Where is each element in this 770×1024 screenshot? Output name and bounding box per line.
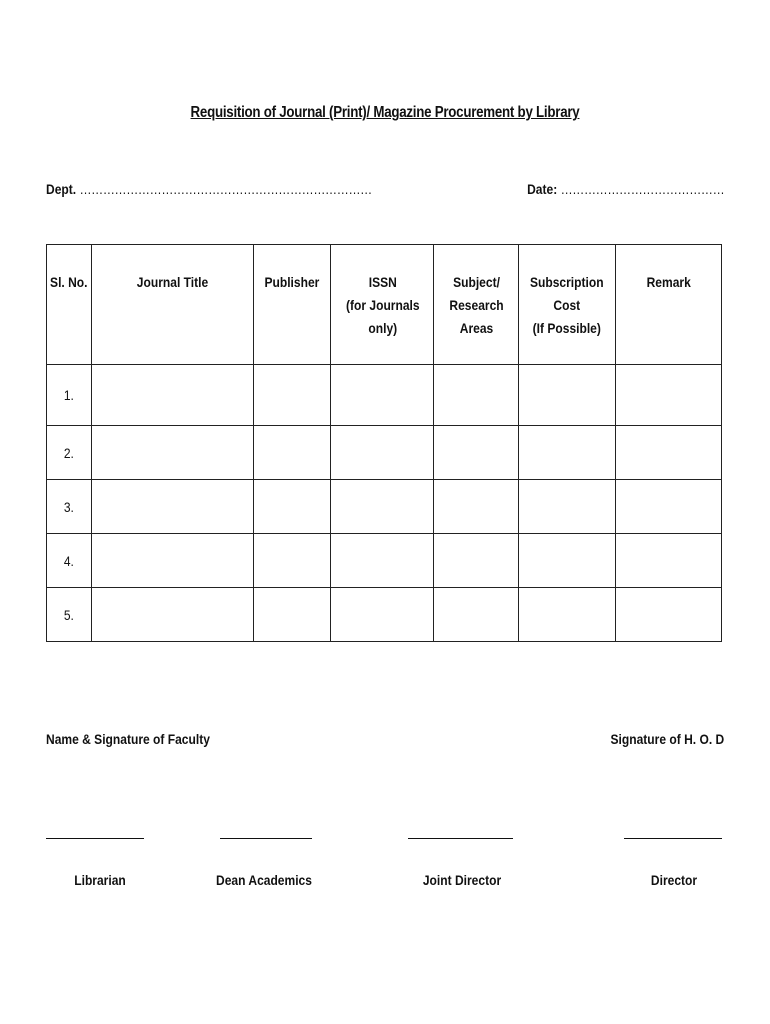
subject-cell[interactable]: [434, 588, 519, 642]
row-number: 4.: [63, 552, 74, 569]
issn-cell[interactable]: [331, 588, 434, 642]
issn-cell[interactable]: [331, 426, 434, 480]
row-number-cell: [47, 480, 92, 534]
table-row: [47, 588, 722, 642]
requisition-table: [46, 244, 722, 642]
header-journal-title-text: Journal Title: [136, 274, 208, 290]
header-subject-text: Subject/ Research Areas: [449, 274, 504, 336]
role-director: Director: [650, 872, 698, 888]
director-signature-line: [624, 838, 722, 839]
journal-title-cell[interactable]: [91, 426, 253, 480]
form-title: Requisition of Journal (Print)/ Magazine Procurement by Library: [190, 104, 580, 121]
header-remark-text: Remark: [646, 274, 691, 290]
role-joint-director: Joint Director: [422, 872, 502, 888]
journal-title-cell[interactable]: [91, 480, 253, 534]
subject-cell[interactable]: [434, 426, 519, 480]
joint-director-signature-line: [408, 838, 513, 839]
row-number-cell: [47, 534, 92, 588]
table-row: [47, 534, 722, 588]
header-publisher-text: Publisher: [264, 274, 320, 290]
cost-cell[interactable]: [519, 365, 616, 426]
dept-label: Dept.: [46, 181, 77, 197]
journal-title-cell[interactable]: [91, 534, 253, 588]
header-subscription-cost-text: Subscription Cost (If Possible): [530, 274, 604, 336]
journal-title-cell[interactable]: [91, 365, 253, 426]
publisher-cell[interactable]: [253, 426, 331, 480]
row-number-cell: [47, 588, 92, 642]
publisher-cell[interactable]: [253, 480, 331, 534]
row-number: 5.: [63, 606, 74, 623]
dept-field: [46, 181, 372, 197]
cost-cell[interactable]: [519, 480, 616, 534]
remark-cell[interactable]: [616, 534, 722, 588]
subject-cell[interactable]: [434, 480, 519, 534]
issn-cell[interactable]: [331, 365, 434, 426]
table-row: [47, 365, 722, 426]
remark-cell[interactable]: [616, 426, 722, 480]
remark-cell[interactable]: [616, 588, 722, 642]
header-journal-title: [91, 245, 253, 365]
librarian-signature-line: [46, 838, 144, 839]
subject-cell[interactable]: [434, 365, 519, 426]
header-sl-no: [47, 245, 92, 365]
row-number: 1.: [63, 387, 74, 403]
dept-blank: …………………………………………………………………: [79, 181, 372, 197]
header-subject: [434, 245, 519, 365]
row-number: 2.: [63, 444, 74, 461]
header-remark: [616, 245, 722, 365]
dean-signature-line: [220, 838, 312, 839]
row-number: 3.: [63, 498, 74, 515]
date-blank: ……………………………………: [560, 181, 724, 197]
publisher-cell[interactable]: [253, 365, 331, 426]
faculty-signature-label: Name & Signature of Faculty: [46, 731, 210, 747]
header-issn: [331, 245, 434, 365]
journal-title-cell[interactable]: [91, 588, 253, 642]
table-row: [47, 480, 722, 534]
header-subscription-cost: [519, 245, 616, 365]
publisher-cell[interactable]: [253, 588, 331, 642]
role-dean-academics: Dean Academics: [216, 872, 312, 888]
issn-cell[interactable]: [331, 534, 434, 588]
date-field: [527, 181, 724, 197]
header-issn-text: ISSN (for Journals only): [345, 274, 420, 336]
cost-cell[interactable]: [519, 588, 616, 642]
subject-cell[interactable]: [434, 534, 519, 588]
header-sl-no-text: Sl. No.: [50, 274, 88, 290]
cost-cell[interactable]: [519, 534, 616, 588]
publisher-cell[interactable]: [253, 534, 331, 588]
issn-cell[interactable]: [331, 480, 434, 534]
hod-signature-label: Signature of H. O. D: [610, 731, 724, 747]
cost-cell[interactable]: [519, 426, 616, 480]
row-number-cell: [47, 426, 92, 480]
header-publisher: [253, 245, 331, 365]
row-number-cell: [47, 365, 92, 426]
table-row: [47, 426, 722, 480]
date-label: Date:: [526, 181, 557, 197]
role-librarian: Librarian: [74, 872, 126, 888]
remark-cell[interactable]: [616, 365, 722, 426]
table-header-row: [47, 245, 722, 365]
remark-cell[interactable]: [616, 480, 722, 534]
